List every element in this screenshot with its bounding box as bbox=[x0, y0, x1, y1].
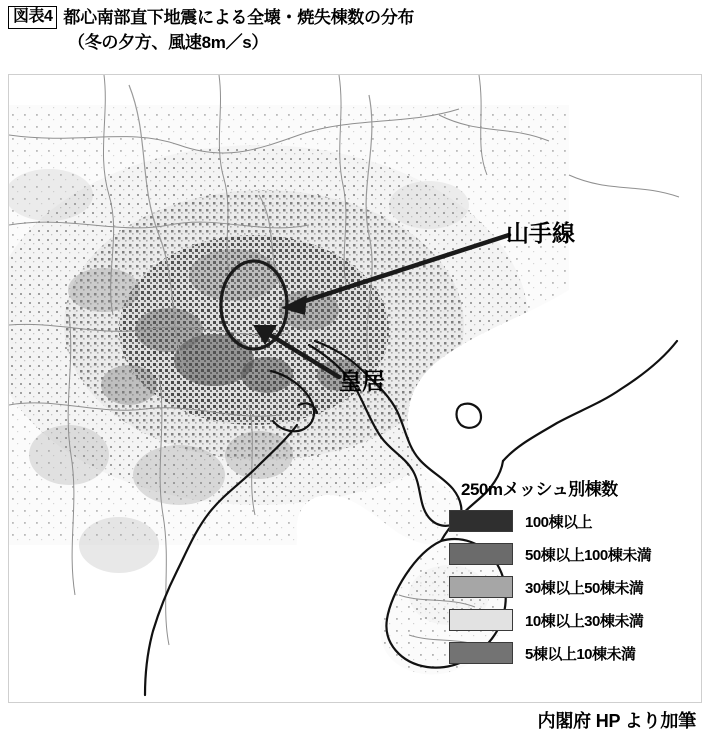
figure-number-badge: 図表4 bbox=[8, 6, 57, 29]
legend-swatch bbox=[449, 510, 513, 532]
annotation-yamanote-line: 山手線 bbox=[506, 220, 575, 246]
map-figure bbox=[8, 74, 702, 703]
legend-swatch bbox=[449, 576, 513, 598]
annotation-imperial-palace: 皇居 bbox=[339, 368, 385, 394]
legend-title: 250mメッシュ別棟数 bbox=[461, 480, 618, 499]
legend-item bbox=[449, 543, 689, 565]
legend-item bbox=[449, 609, 689, 631]
legend-swatch bbox=[449, 642, 513, 664]
legend-label: 30棟以上50棟未満 bbox=[525, 579, 644, 597]
legend bbox=[449, 475, 689, 675]
page-title: 都心南部直下地震による全壊・焼失棟数の分布 bbox=[63, 8, 415, 27]
legend-label: 5棟以上10棟未満 bbox=[525, 645, 636, 663]
page-subtitle: （冬の夕方、風速8m／s） bbox=[68, 33, 269, 53]
legend-label: 100棟以上 bbox=[525, 513, 593, 531]
legend-label: 10棟以上30棟未満 bbox=[525, 612, 644, 630]
legend-swatch bbox=[449, 543, 513, 565]
legend-item bbox=[449, 576, 689, 598]
legend-item bbox=[449, 642, 689, 664]
title-block bbox=[8, 6, 702, 54]
legend-swatch bbox=[449, 609, 513, 631]
legend-item bbox=[449, 510, 689, 532]
source-note: 内閣府 HP より加筆 bbox=[537, 711, 696, 731]
legend-label: 50棟以上100棟未満 bbox=[525, 546, 652, 564]
